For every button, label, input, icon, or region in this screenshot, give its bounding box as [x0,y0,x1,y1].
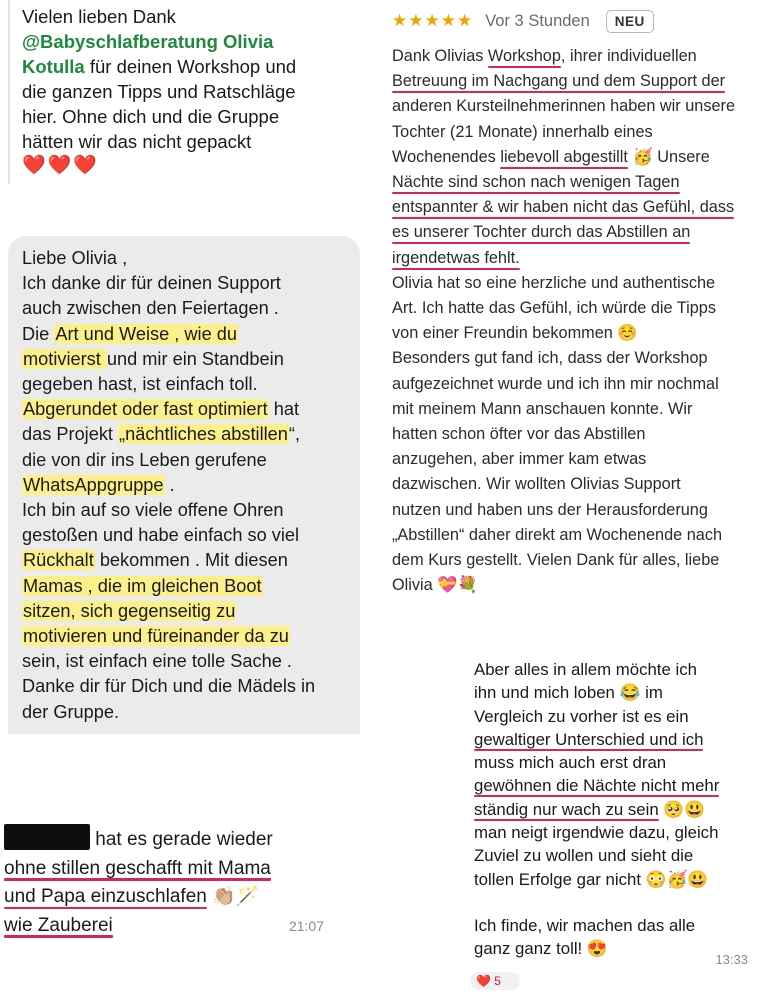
chat-message-text: Liebe Olivia , Ich danke dir für deinen Support auch zwischen den Feiertagen . Die Art und Weise , wie du motivierst und mir ein Standbein gegeben hast, ist einfach toll. Abgerundet oder fast optimiert hat das Projekt „nächtliches abstillen“, die von dir ins Leben gerufene WhatsAppgruppe . Ich bin auf so viele offene Ohren gestoßen und habe einfach so viel Rückhalt bekommen . Mit diesen Mamas , die im gleichen Boot sitzen, sich gegenseitig zu motivieren und füreinander da zu sein, ist einfach eine tolle Sache . Danke dir für Dich und die Mädels in der Gruppe. [22,248,316,722]
redacted-name-block [4,824,90,850]
star-rating-icon: ★★★★★ [392,11,474,30]
comment-card [0,0,330,184]
reply-indent-bar [8,0,10,184]
chat-message-text: hat es gerade wieder ohne stillen geschafft mit Mama und Papa einzuschlafen 👏🏼🪄 wie Zauberei [4,824,273,940]
message-timestamp: 21:07 [288,918,324,934]
review-time: Vor 3 Stunden [485,11,590,30]
review-text: Dank Olivias Workshop, ihrer individuellen Betreuung im Nachgang und dem Support der anderen Kursteilnehmerinnen haben wir unsere Tochter (21 Monate) innerhalb eines Wochenendes liebevoll abgestillt 🥳 Unsere Nächte sind schon nach wenigen Tagen entspannter & wir haben nicht das Gefühl, dass es unserer Tochter durch das Abstillen an irgendetwas fehlt. Olivia hat so eine herzliche und authentische Art. Ich hatte das Gefühl, ich würde die Tipps von einer Freundin bekommen ☺️ Besonders gut fand ich, dass der Workshop aufgezeichnet wurde und ich ihn mir nochmal mit meinem Mann anschauen konnte. Wir hatten schon öfter vor das Abstillen anzugehen, aber immer kam etwas dazwischen. Wir wollten Olivias Support nutzen und haben uns der Herausforderung „Abstillen“ daher direkt am Wochenende nach dem Kurs gestellt. Vielen Dank für alles, liebe Olivia 💝💐 [392,47,736,595]
new-badge: NEU [606,10,654,33]
chat-bubble [0,806,336,950]
message-timestamp: 13:33 [715,952,748,967]
review-header [392,6,654,36]
chat-bubble [462,654,768,994]
chat-bubble [8,236,360,734]
mention-link[interactable]: Kotulla [22,56,85,77]
comment-text: Vielen lieben Dank @Babyschlafberatung Olivia Kotulla für deinen Workshop und die ganzen Tipps und Ratschläge hier. Ohne dich und die Gruppe hätten wir das nicht gepackt ❤️❤️❤️ [22,6,297,176]
chat-message-text: Aber alles in allem möchte ich ihn und mich loben 😂 im Vergleich zu vorher ist es ein gewaltiger Unterschied und ich muss mich auch erst dran gewöhnen die Nächte nicht mehr ständig nur wach zu sein 🥺😃 man neigt irgendwie dazu, gleich Zuviel zu wollen und sieht die tollen Erfolge gar nicht 😳🥳😃 Ich finde, wir machen das alle ganz ganz toll! 😍 [474,660,720,959]
hearts-emoji: ❤️❤️❤️ [22,155,99,176]
mention-link[interactable]: @Babyschlafberatung Olivia [22,31,274,52]
reaction-badge[interactable]: ❤️ 5 [470,972,520,990]
review-card [382,0,768,610]
